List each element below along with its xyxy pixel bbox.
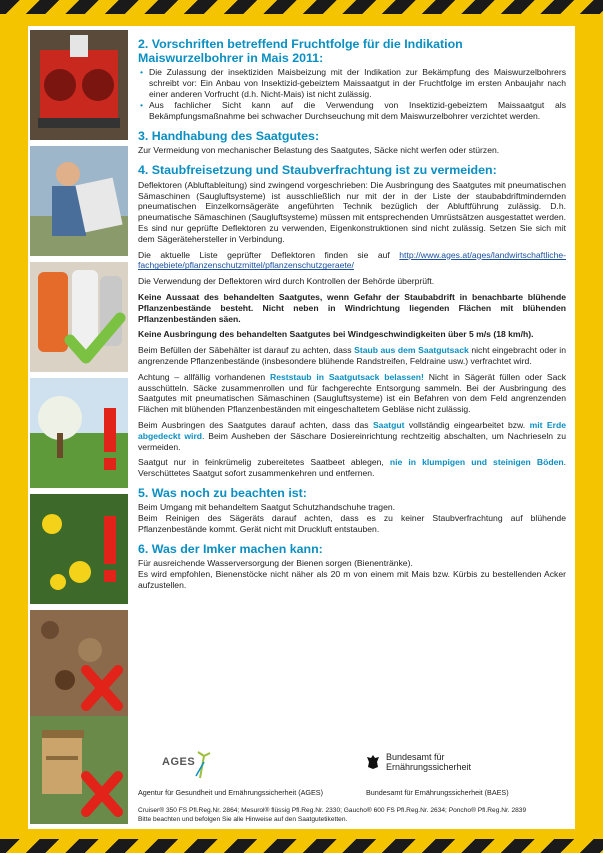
section-dust: [138, 164, 566, 479]
main-text: [138, 38, 566, 599]
photo-column: [28, 26, 130, 829]
text: Beim Ausbringen des Saatgutes darauf achten, dass das: [138, 419, 373, 430]
warning-exclamation-icon: [104, 408, 116, 452]
paragraph: Beim Reinigen des Sägeräts darauf achten, dass es zu keiner Staubverfrachtung auf blühende Pflanzenbestände kommt. Gerät nicht mit Druckluft entstauben.: [138, 513, 566, 534]
paragraph: [138, 372, 566, 415]
baes-name-line2: Ernährungssicherheit: [386, 761, 472, 772]
photo-beehives: [30, 716, 128, 824]
paragraph: Für ausreichende Wasserversorgung der Bienen sorgen (Bienentränke).: [138, 558, 413, 569]
baes-name-line1: Bundesamt für: [386, 752, 445, 762]
photo-dandelions: [30, 494, 128, 604]
bullet-list: [138, 67, 566, 122]
highlight: Staub aus dem Saatgutsack: [354, 345, 469, 356]
disclaimer: [138, 806, 568, 824]
text: Saatgut nur in feinkrümelig zubereitetes Saatbeet ablegen,: [138, 457, 390, 468]
text: . Beim Ausheben der Säschare Dosiereinrichtung rechtzeitig abschalten, um Nachrieseln zu vermeiden.: [138, 430, 566, 452]
paragraph: [138, 250, 566, 272]
section-title: 5. Was noch zu beachten ist:: [138, 485, 307, 500]
deflector-list-link[interactable]: http://www.ages.at/ages/landwirtschaftliche-fachgebiete/pflanzenschutzmittel/pflanzenschutzgeraete/: [138, 249, 566, 271]
text: . Verschüttetes Saatgut sofort zusammenkehren und entfernen.: [138, 457, 566, 479]
section-title: 3. Handhabung des Saatgutes:: [138, 128, 320, 143]
list-item: • Aus fachlicher Sicht kann auf die Verwendung von Insektizid-gebeiztem Maissaatgut als Bekämpfungsmaßnahme bei schwacher Durchseuchung mit dem Maiswurzelbohrer verzichtet werden.: [149, 100, 566, 122]
highlight: Reststaub in Saatgutsack belassen!: [270, 371, 424, 382]
paragraph: Zur Vermeidung von mechanischer Belastung des Saatgutes, Säcke nicht werfen oder stürzen.: [138, 145, 500, 156]
highlight: mit Erde abgedeckt wird: [138, 419, 566, 441]
paragraph-bold: Keine Aussaat des behandelten Saatgutes, wenn Gefahr der Staubabdrift in benachbarte blühende Pflanzenbestände besteht. Nicht neben in Windrichtung liegenden Flächen mit blühenden Pflanzenbeständen säen.: [138, 291, 566, 324]
section-beekeeper: [138, 543, 566, 591]
baes-name: [386, 753, 471, 772]
section-title: 2. Vorschriften betreffend Fruchtfolge für die Indikation Maiswurzelbohrer in Mais 2011:: [138, 37, 463, 65]
text: Achtung – allfällig vorhandenen: [138, 371, 271, 382]
paragraph: [138, 345, 566, 367]
paragraph-bold: Keine Ausbringung des behandelten Saatgutes bei Windgeschwindigkeiten über 5 m/s (18 km/h).: [138, 329, 534, 340]
austrian-eagle-icon: [366, 754, 380, 770]
baes-caption: Bundesamt für Ernährungssicherheit (BAES): [366, 788, 509, 797]
text: nicht eingebracht oder in angrenzende Pflanzenbestände (insbesondere blühende Randstreifen, Feldraine usw.) verfrachtet wird.: [138, 345, 566, 366]
paragraph: [138, 420, 566, 452]
section-notes: [138, 487, 566, 535]
photo-flowering-tree: [30, 378, 128, 488]
text: Beim Befüllen der Säbehälter ist darauf zu achten, dass: [138, 345, 355, 356]
footer: [138, 744, 568, 826]
section-title: 4. Staubfreisetzung und Staubverfrachtung ist zu vermeiden:: [138, 163, 497, 178]
list-item: • Die Zulassung der insektiziden Maisbeizung mit der Indikation zur Bekämpfung des Maiswurzelbohrers schreibt vor: Ein Anbau von Insektizid-gebeiztem Maissaatgut in der Fruchtfolge im ersten Anbaujahr nach einer anderen Vorfrucht (d.h. Nicht-Mais) ist nicht zulässig.: [149, 67, 566, 99]
text: Die aktuelle Liste geprüfter Deflektoren finden sie auf: [138, 249, 400, 260]
paragraph: Deflektoren (Abluftableitung) sind zwingend vorgeschrieben: Die Ausbringung des Saatgutes mit pneumatischen Sämaschinen (Saugluftsysteme) ist ausschließlich nur mit der in der Liste der staubabdriftmindernden pneumatischen Einzelkornsägeräte angeführten Technik bezüglich der Abluftführung zulässig. D.h. pneumatische Sämaschinen (Saugluftsysteme) müssen mit entsprechenden Umrüstsätzen ausgestattet werden. Es sind nur geprüfte Deflektoren zu verwenden, Eigenkonstruktionen sind nicht zulässig. Setzen Sie sich mit dem Sägerätehersteller in Verbindung.: [138, 179, 566, 244]
ages-logo-text: AGES: [162, 756, 196, 768]
section-crop-rotation: [138, 38, 566, 122]
product-registrations: Cruiser® 350 FS Pfl.Reg.Nr. 2864; Mesurol® flüssig Pfl.Reg.Nr. 2330; Gaucho® 600 FS Pfl.Reg.Nr. 2634; Poncho® Pfl.Reg.Nr. 2839: [138, 807, 527, 814]
content-panel: [28, 26, 575, 829]
paragraph: Beim Umgang mit behandeltem Saatgut Schutzhandschuhe tragen.: [138, 502, 396, 513]
ages-caption: Agentur für Gesundheit und Ernährungssicherheit (AGES): [138, 788, 323, 797]
photo-farmer-seed-bag: [30, 146, 128, 256]
paragraph: [138, 457, 566, 479]
photo-rolled-bags: [30, 262, 128, 372]
paragraph: Die Verwendung der Deflektoren wird durch Kontrollen der Behörde überprüft.: [138, 276, 435, 287]
photo-seeder-machine: [30, 30, 128, 140]
warning-exclamation-icon: [104, 516, 116, 564]
paragraph: Es wird empfohlen, Bienenstöcke nicht näher als 20 m von einem mit Mais bzw. Kürbis zu bestellenden Acker aufzustellen.: [138, 569, 566, 590]
highlight: Saatgut: [372, 419, 405, 430]
photo-cloddy-soil: [30, 610, 128, 720]
text: Nicht in Sägerät füllen oder Sack ausschütteln. Säcke zusammenrollen und für fachgerechte Entsorgung sammeln. Bei der Ausbringung des Saatgutes mit pneumatischen Sämaschinen (Saugluftsysteme) ist ein Befahren von dem Feld angrenzenden Flächen mit blühenden Pflanzenbeständen mit eingeschaltetem Gebläse nicht zulässig.: [138, 371, 567, 415]
section-seed-handling: [138, 130, 566, 156]
text: vollständig eingearbeitet bzw.: [404, 419, 530, 430]
highlight: nie in klumpigen und steinigen Böden: [389, 457, 564, 468]
section-title: 6. Was der Imker machen kann:: [138, 541, 323, 556]
hazard-stripe-top: [0, 0, 603, 14]
hazard-stripe-bottom: [0, 839, 603, 853]
label-note: Bitte beachten und befolgen Sie alle Hinweise auf den Saatgutetiketten.: [138, 816, 348, 823]
